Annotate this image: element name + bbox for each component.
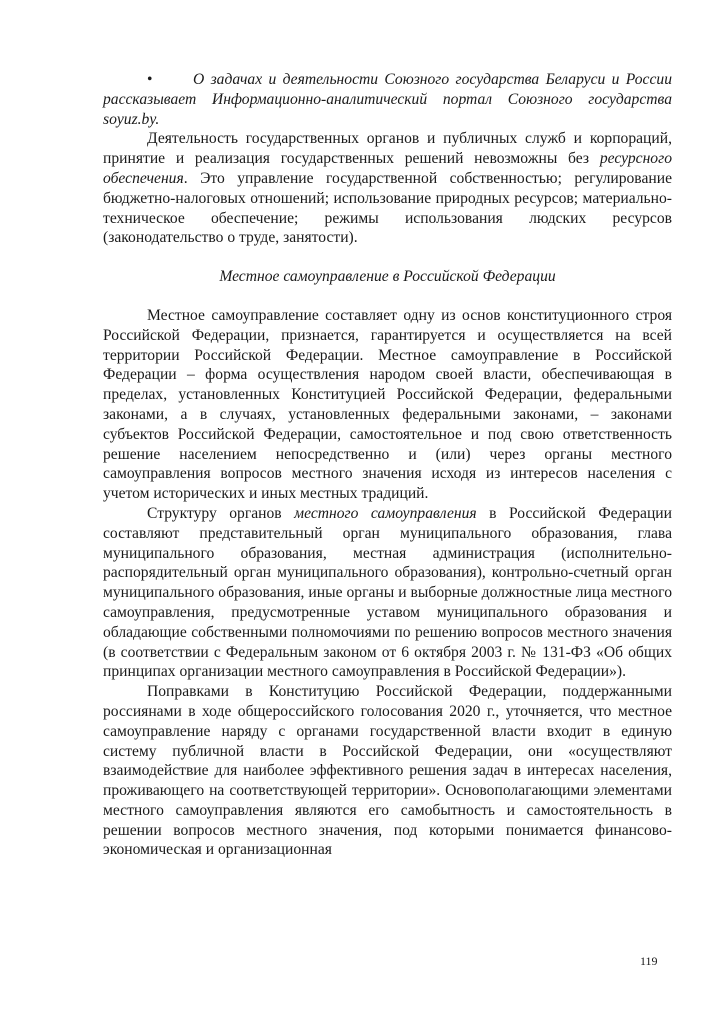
paragraph-resources-before: Деятельность государственных органов и публичных служб и корпораций, принятие и реализация государственных решений невозможны без bbox=[103, 130, 672, 168]
bullet-text: О задачах и деятельности Союзного государства Беларуси и России рассказывает Информационно-аналитический портал Союзного государства soyuz.by. bbox=[103, 71, 672, 128]
page-body bbox=[103, 70, 672, 860]
paragraph-structure-before: Структуру органов bbox=[147, 504, 295, 522]
page-number: 119 bbox=[640, 954, 658, 968]
paragraph-structure-after: в Российской Федерации составляют представительный орган муниципального образования, глава муниципального образования, местная администрация (исполнительно-распорядительный орган муниципального образования), контрольно-счетный орган муниципального образования, иные органы и выборные должностные лица местного самоуправления, предусмотренные уставом муниципального образования и обладающие собственными полномочиями по решению вопросов местного значения (в соответствии с Федеральным законом от 6 октября 2003 г. № 131-ФЗ «Об общих принципах организации местного самоуправления в Российской Федерации»). bbox=[103, 504, 672, 681]
section-heading: Местное самоуправление в Российской Федерации bbox=[219, 268, 556, 286]
paragraph-structure bbox=[103, 504, 672, 682]
paragraph-resources bbox=[103, 129, 672, 248]
paragraph-resources-italic: ресурсного обеспечения bbox=[103, 150, 672, 187]
paragraph-structure-italic: местного самоуправления bbox=[294, 504, 477, 522]
paragraph-local-government: Местное самоуправление составляет одну из основ конституционного строя Российской Федерации, признается, гарантируется и осуществляется на всей территории Российской Федерации. Местное самоуправление в Российской Федерации – форма осуществления народом своей власти, обеспечивающая в пределах, установленных Конституцией Российской Федерации, федеральными законами, а в случаях, установленных федеральными законами, – законами субъектов Российской Федерации, самостоятельное и под свою ответственность решение населением непосредственно и (или) через органы местного самоуправления вопросов местного значения исходя из интересов населения с учетом исторических и иных местных традиций. bbox=[103, 306, 672, 503]
bullet-item bbox=[103, 70, 672, 129]
paragraph-resources-after: . Это управление государственной собственностью; регулирование бюджетно-налоговых отношений; использование природных ресурсов; материально-техническое обеспечение; режимы использования людских ресурсов (законодательство о труде, занятости). bbox=[103, 169, 672, 247]
bullet-marker: • bbox=[147, 71, 153, 88]
paragraph-amendments: Поправками в Конституцию Российской Федерации, поддержанными россиянами в ходе общероссийского голосования 2020 г., уточняется, что местное самоуправление наряду с органами государственной власти входит в единую систему публичной власти в Российской Федерации, они «осуществляют взаимодействие для наиболее эффективного решения задач в интересах населения, проживающего на соответствующей территории». Основополагающими элементами местного самоуправления являются его самобытность и самостоятельность в решении вопросов местного значения, под которыми понимается финансово-экономическая и организационная bbox=[103, 683, 672, 859]
